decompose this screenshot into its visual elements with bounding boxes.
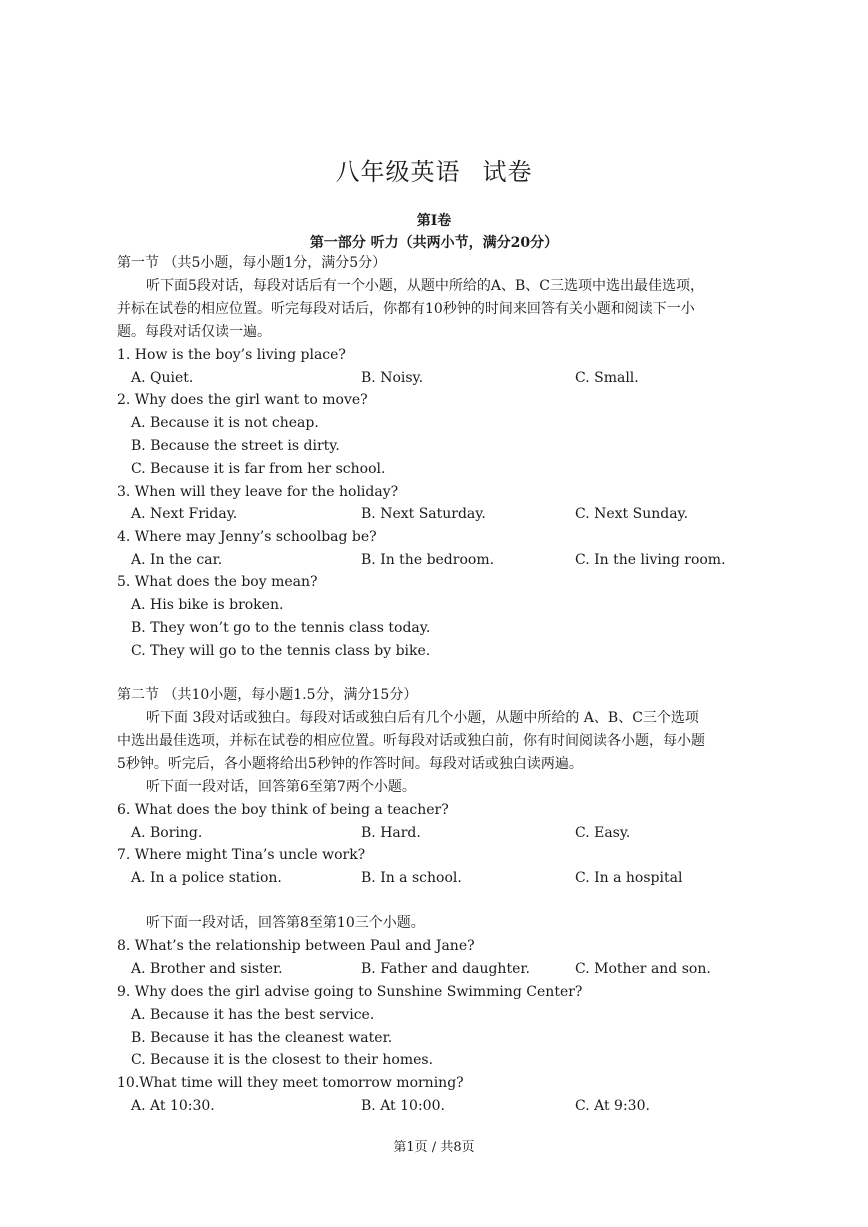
question-2-option-c: C. Because it is far from her school. bbox=[131, 461, 386, 477]
question-6-stem: 6. What does the boy think of being a teacher? bbox=[117, 802, 449, 818]
section1-instruction-line: 听下面5段对话，每段对话后有一个小题，从题中所给的A、B、C三选项中选出最佳选项， bbox=[146, 278, 705, 294]
question-4-option-b: B. In the bedroom. bbox=[361, 552, 495, 568]
title-main: 八年级英语 bbox=[335, 158, 461, 186]
question-7-option-b: B. In a school. bbox=[361, 870, 462, 886]
question-5-option-a: A. His bike is broken. bbox=[131, 597, 284, 613]
question-1-stem: 1. How is the boy’s living place? bbox=[117, 347, 346, 363]
question-9-option-b: B. Because it has the cleanest water. bbox=[131, 1030, 393, 1046]
group-instruction: 听下面一段对话，回答第6至第7两个小题。 bbox=[146, 779, 416, 795]
question-2-option-a: A. Because it is not cheap. bbox=[131, 415, 319, 431]
question-4-option-c: C. In the living room. bbox=[575, 552, 726, 568]
question-6-option-a: A. Boring. bbox=[131, 825, 203, 841]
question-10-option-c: C. At 9:30. bbox=[575, 1098, 650, 1114]
section2-instruction-line: 听下面 3段对话或独白。每段对话或独白后有几个小题，从题中所给的 A、B、C三个选项 bbox=[146, 710, 699, 726]
question-3-option-b: B. Next Saturday. bbox=[361, 506, 486, 522]
page-title bbox=[0, 152, 868, 187]
question-8-stem: 8. What’s the relationship between Paul and Jane? bbox=[117, 938, 475, 954]
question-2-option-b: B. Because the street is dirty. bbox=[131, 438, 340, 454]
question-1-option-c: C. Small. bbox=[575, 370, 639, 386]
question-7-stem: 7. Where might Tina’s uncle work? bbox=[117, 847, 366, 863]
section2-heading: 第二节 （共10小题，每小题1.5分，满分15分） bbox=[117, 687, 418, 703]
question-3-option-c: C. Next Sunday. bbox=[575, 506, 689, 522]
section1-heading: 第一节 （共5小题，每小题1分，满分5分） bbox=[117, 255, 387, 271]
question-10-option-a: A. At 10:30. bbox=[131, 1098, 215, 1114]
section2-instruction-line: 5秒钟。听完后，各小题将给出5秒钟的作答时间。每段对话或独白读两遍。 bbox=[117, 756, 583, 772]
question-6-option-c: C. Easy. bbox=[575, 825, 631, 841]
question-7-option-a: A. In a police station. bbox=[131, 870, 282, 886]
question-1-option-b: B. Noisy. bbox=[361, 370, 424, 386]
part-label: 第一部分 听力（共两小节，满分20分） bbox=[309, 235, 559, 251]
question-3-stem: 3. When will they leave for the holiday? bbox=[117, 484, 399, 500]
question-1-option-a: A. Quiet. bbox=[131, 370, 194, 386]
volume-label: 第I卷 bbox=[416, 213, 452, 229]
question-9-stem: 9. Why does the girl advise going to Sunshine Swimming Center? bbox=[117, 984, 583, 1000]
question-5-option-c: C. They will go to the tennis class by bike. bbox=[131, 643, 431, 659]
question-3-option-a: A. Next Friday. bbox=[131, 506, 238, 522]
question-10-option-b: B. At 10:00. bbox=[361, 1098, 445, 1114]
question-9-option-a: A. Because it has the best service. bbox=[131, 1007, 375, 1023]
section2-instruction-line: 中选出最佳选项，并标在试卷的相应位置。听每段对话或独白前，你有时间阅读各小题，每小题 bbox=[117, 733, 705, 749]
question-2-stem: 2. Why does the girl want to move? bbox=[117, 392, 368, 408]
question-5-stem: 5. What does the boy mean? bbox=[117, 574, 318, 590]
section1-instruction-line: 题。每段对话仅读一遍。 bbox=[117, 324, 271, 340]
question-4-stem: 4. Where may Jenny’s schoolbag be? bbox=[117, 529, 377, 545]
section1-instruction-line: 并标在试卷的相应位置。听完每段对话后，你都有10秒钟的时间来回答有关小题和阅读下一小 bbox=[117, 301, 695, 317]
question-5-option-b: B. They won’t go to the tennis class today. bbox=[131, 620, 431, 636]
group-instruction: 听下面一段对话，回答第8至第10三个小题。 bbox=[146, 915, 425, 931]
question-8-option-a: A. Brother and sister. bbox=[131, 961, 283, 977]
question-7-option-c: C. In a hospital bbox=[575, 870, 683, 886]
question-9-option-c: C. Because it is the closest to their homes. bbox=[131, 1052, 434, 1068]
page-footer: 第1页 / 共8页 bbox=[393, 1140, 475, 1155]
title-sub: 试卷 bbox=[482, 158, 533, 186]
question-4-option-a: A. In the car. bbox=[131, 552, 223, 568]
question-6-option-b: B. Hard. bbox=[361, 825, 421, 841]
question-8-option-b: B. Father and daughter. bbox=[361, 961, 530, 977]
question-10-stem: 10.What time will they meet tomorrow morning? bbox=[117, 1075, 464, 1091]
question-8-option-c: C. Mother and son. bbox=[575, 961, 711, 977]
